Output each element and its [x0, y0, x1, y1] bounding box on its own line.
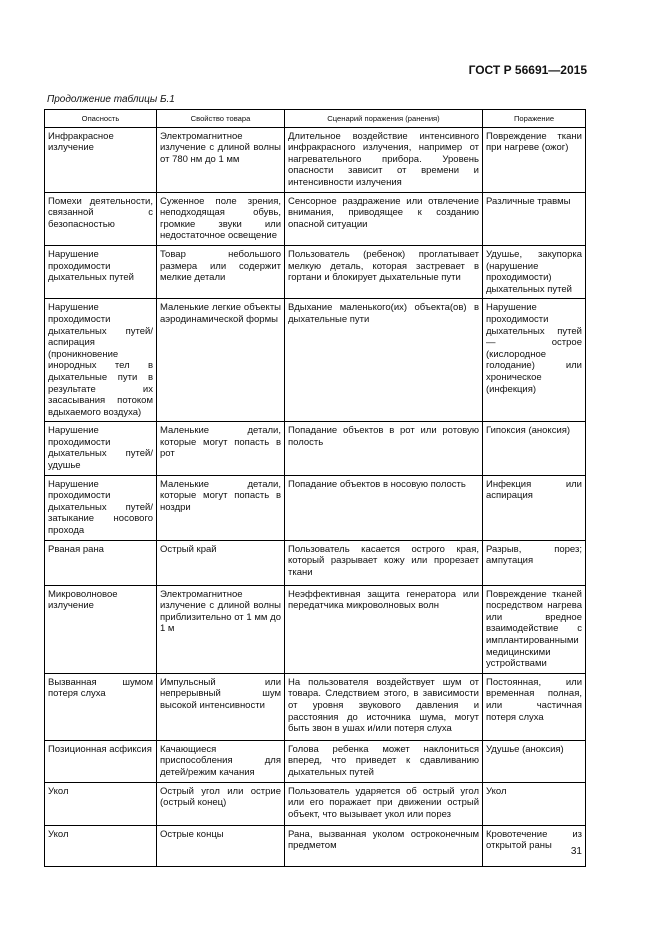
standard-designation: ГОСТ Р 56691—2015	[468, 63, 587, 77]
cell-hazard: Нарушение проходимости дыхательных путей	[45, 245, 157, 298]
table-row	[45, 422, 586, 475]
cell-injury: Удушье (аноксия)	[483, 740, 586, 782]
cell-scenario: Пользователь касается острого края, который разрывает кожу или прорезает ткани	[285, 540, 483, 585]
table-row	[45, 475, 586, 540]
column-header-injury: Поражение	[483, 110, 586, 128]
cell-property: Качающиеся приспособления для детей/режим качания	[157, 740, 285, 782]
cell-hazard: Укол	[45, 825, 157, 866]
cell-hazard: Укол	[45, 782, 157, 825]
cell-scenario: На пользователя воздействует шум от товара. Следствием этого, в зависимости от уровня звукового давления и расстояния до источника шума, могут быть звон в ушах и/или потеря слуха	[285, 673, 483, 740]
cell-property: Острый угол или острие (острый конец)	[157, 782, 285, 825]
table-row	[45, 673, 586, 740]
cell-injury: Инфекция или аспирация	[483, 475, 586, 540]
page-number: 31	[570, 846, 582, 857]
cell-property: Острые концы	[157, 825, 285, 866]
column-header-property: Свойство товара	[157, 110, 285, 128]
table-body	[45, 127, 586, 866]
cell-scenario: Попадание объектов в рот или ротовую полость	[285, 422, 483, 475]
cell-hazard: Нарушение проходимости дыхательных путей/удушье	[45, 422, 157, 475]
cell-property: Товар небольшого размера или содержит мелкие детали	[157, 245, 285, 298]
cell-scenario: Пользователь (ребенок) проглатывает мелкую деталь, которая застревает в гортани и блокирует дыхательные пути	[285, 245, 483, 298]
column-header-scenario: Сценарий поражения (ранения)	[285, 110, 483, 128]
cell-hazard: Позиционная асфиксия	[45, 740, 157, 782]
table-row	[45, 245, 586, 298]
cell-property: Острый край	[157, 540, 285, 585]
cell-scenario: Сенсорное раздражение или отвлечение внимания, приводящее к созданию опасной ситуации	[285, 192, 483, 245]
cell-injury: Нарушение проходимости дыхательных путей — острое (кислородное голодание) или хроническое (инфекция)	[483, 299, 586, 422]
table-row	[45, 740, 586, 782]
cell-injury: Гипоксия (аноксия)	[483, 422, 586, 475]
cell-hazard: Нарушение проходимости дыхательных путей/аспирация (проникновение инородных тел в дыхательные пути в результате их засасывания потоком вдыхаемого воздуха)	[45, 299, 157, 422]
cell-scenario: Неэффективная защита генератора или передатчика микроволновых волн	[285, 585, 483, 673]
cell-scenario: Голова ребенка может наклониться вперед, что приведет к сдавливанию дыхательных путей	[285, 740, 483, 782]
cell-property: Импульсный или непрерывный шум высокой интенсивности	[157, 673, 285, 740]
cell-property: Суженное поле зрения, неподходящая обувь, громкие звуки или недостаточное освещение	[157, 192, 285, 245]
table-row	[45, 585, 586, 673]
cell-hazard: Инфракрасное излучение	[45, 127, 157, 192]
cell-injury: Повреждение тканей посредством нагрева или вредное взаимодействие с имплантированными медицинскими устройствами	[483, 585, 586, 673]
cell-property: Электромагнитное излучение с длиной волны приблизительно от 1 мм до 1 м	[157, 585, 285, 673]
table-row	[45, 299, 586, 422]
cell-scenario: Длительное воздействие интенсивного инфракрасного излучения, например от нагревательного прибора. Уровень опасности зависит от времени и интенсивности излучения	[285, 127, 483, 192]
cell-scenario: Рана, вызванная уколом остроконечным предметом	[285, 825, 483, 866]
cell-property: Маленькие детали, которые могут попасть в рот	[157, 422, 285, 475]
cell-property: Маленькие детали, которые могут попасть в ноздри	[157, 475, 285, 540]
column-header-hazard: Опасность	[45, 110, 157, 128]
table-row	[45, 782, 586, 825]
cell-injury: Постоянная, или временная полная, или частичная потеря слуха	[483, 673, 586, 740]
cell-property: Электромагнитное излучение с длиной волны от 780 нм до 1 мм	[157, 127, 285, 192]
cell-hazard: Нарушение проходимости дыхательных путей/затыкание носового прохода	[45, 475, 157, 540]
table-header-row	[45, 110, 586, 128]
cell-hazard: Микроволновое излучение	[45, 585, 157, 673]
cell-injury: Кровотечение из открытой раны	[483, 825, 586, 866]
table-row	[45, 540, 586, 585]
table-caption: Продолжение таблицы Б.1	[47, 94, 175, 105]
table-row	[45, 192, 586, 245]
cell-injury: Укол	[483, 782, 586, 825]
cell-scenario: Вдыхание маленького(их) объекта(ов) в дыхательные пути	[285, 299, 483, 422]
cell-hazard: Вызванная шумом потеря слуха	[45, 673, 157, 740]
cell-scenario: Пользователь ударяется об острый угол или его поражает при движении острый объект, что вызывает укол или порез	[285, 782, 483, 825]
cell-hazard: Помехи деятельности, связанной с безопасностью	[45, 192, 157, 245]
table-row	[45, 127, 586, 192]
cell-injury: Удушье, закупорка (нарушение проходимости) дыхательных путей	[483, 245, 586, 298]
cell-injury: Различные травмы	[483, 192, 586, 245]
cell-property: Маленькие легкие объекты аэродинамической формы	[157, 299, 285, 422]
hazard-table	[44, 109, 586, 867]
cell-hazard: Рваная рана	[45, 540, 157, 585]
cell-scenario: Попадание объектов в носовую полость	[285, 475, 483, 540]
cell-injury: Разрыв, порез; ампутация	[483, 540, 586, 585]
table-row	[45, 825, 586, 866]
cell-injury: Повреждение ткани при нагреве (ожог)	[483, 127, 586, 192]
